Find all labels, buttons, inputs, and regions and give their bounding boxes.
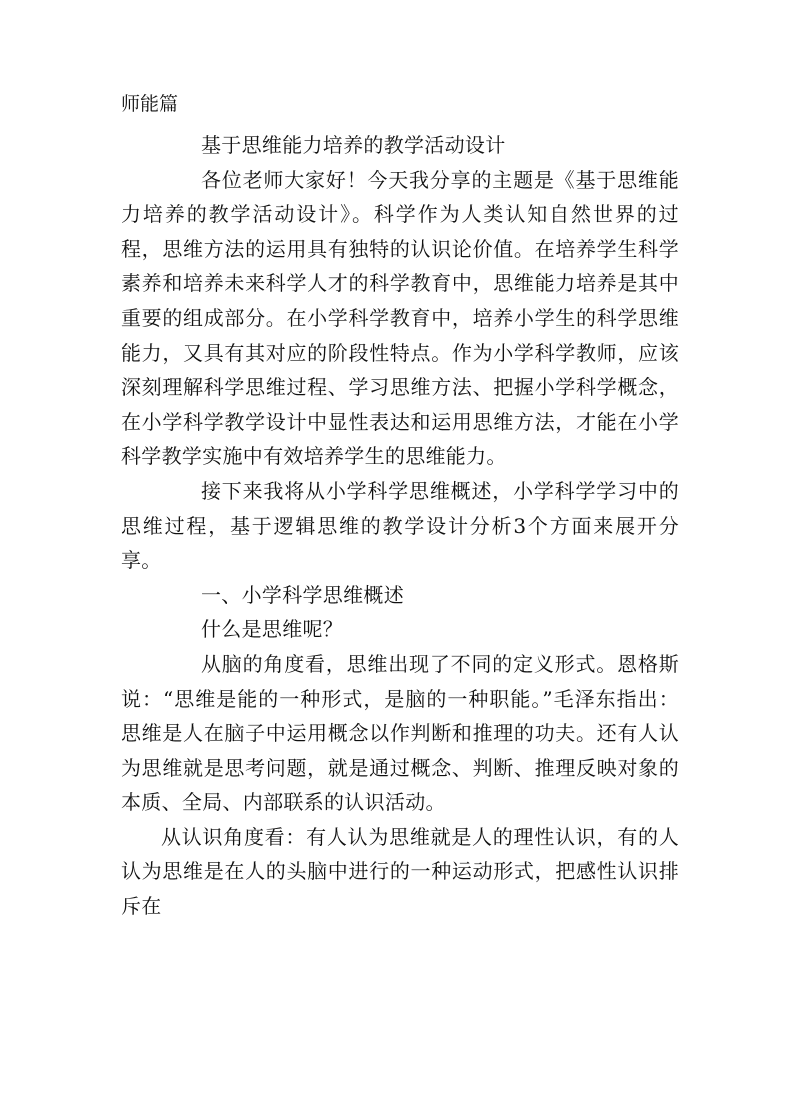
paragraph-outline: 接下来我将从小学科学思维概述，小学科学学习中的思维过程，基于逻辑思维的教学设计分析3个方面来展开分享。 [121, 478, 679, 573]
section-header: 师能篇 [121, 93, 179, 115]
question-line: 什么是思维呢？ [201, 617, 344, 642]
paragraph-intro: 各位老师大家好！今天我分享的主题是《基于思维能力培养的教学活动设计》。科学作为人类认知自然世界的过程，思维方法的运用具有独特的认识论价值。在培养学生科学素养和培养未来科学人才的科学教育中，思维能力培养是其中重要的组成部分。在小学科学教育中，培养小学生的科学思维能力，又具有其对应的阶段性特点。作为小学科学教师，应该深刻理解科学思维过程、学习思维方法、把握小学科学概念，在小学科学教学设计中显性表达和运用思维方法，才能在小学科学教学实施中有效培养学生的思维能力。 [121, 167, 679, 469]
article-title: 基于思维能力培养的教学活动设计 [201, 133, 506, 157]
article-body [121, 128, 679, 924]
paragraph-cognition-perspective: 从认识角度看：有人认为思维就是人的理性认识，有的人认为思维是在人的头脑中进行的一种运动形式，把感性认识排斥在 [121, 824, 679, 919]
section-heading: 一、小学科学思维概述 [201, 582, 404, 607]
paragraph-brain-perspective: 从脑的角度看，思维出现了不同的定义形式。恩格斯说：“思维是能的一种形式，是脑的一种职能。”毛泽东指出：思维是人在脑子中运用概念以作判断和推理的功夫。还有人认为思维就是思考问题，就是通过概念、判断、推理反映对象的本质、全局、内部联系的认识活动。 [121, 651, 679, 815]
